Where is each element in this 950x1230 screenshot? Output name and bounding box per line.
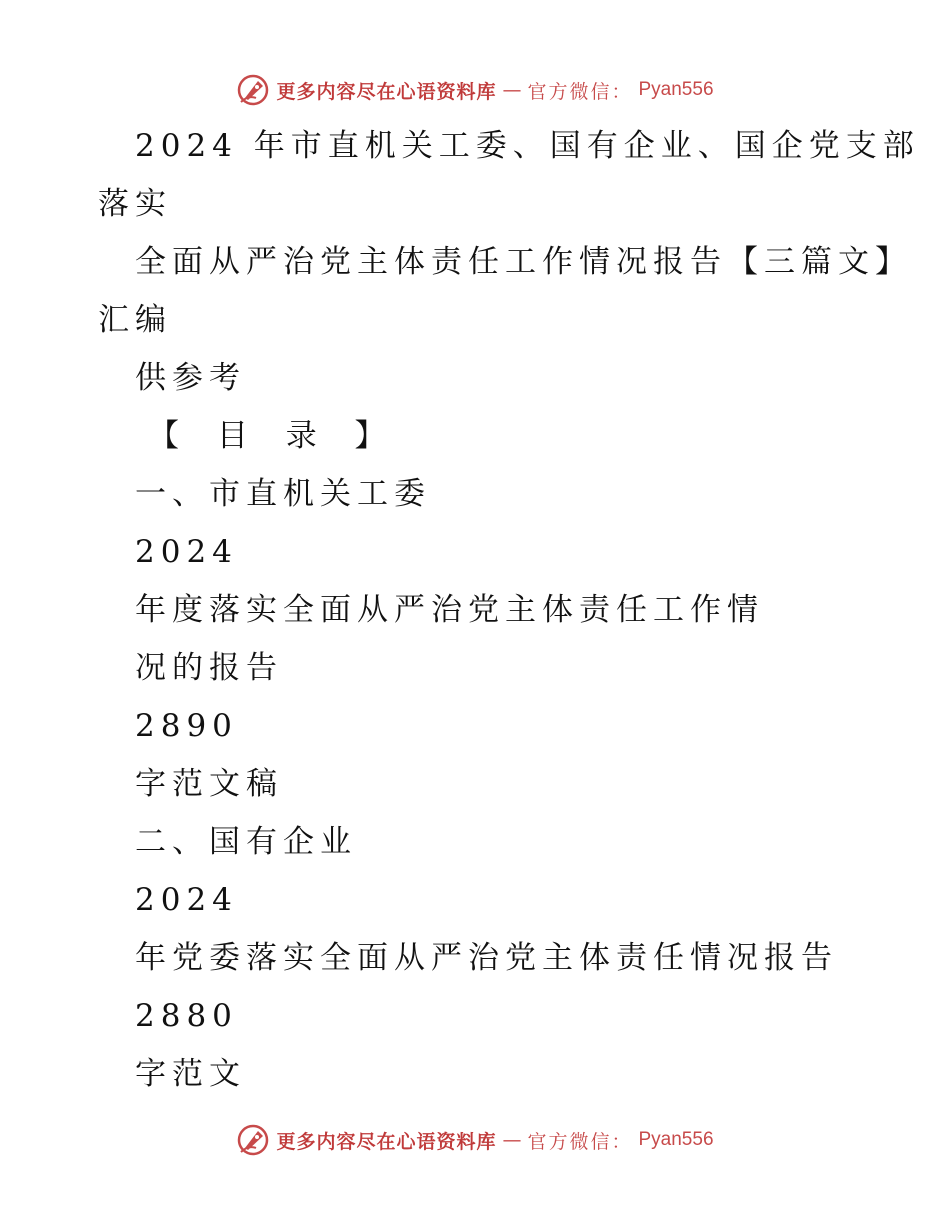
toc-item: 字范文稿 [135, 766, 283, 802]
toc-item: 年度落实全面从严治党主体责任工作情 [135, 592, 764, 628]
title-line-2: 全面从严治党主体责任工作情况报告【三篇文】 [135, 244, 912, 280]
title-line-1: 2024 年市直机关工委、国有企业、国企党支部 [135, 128, 920, 164]
toc-heading: 【 目 录 】 [148, 418, 400, 454]
header-watermark [0, 70, 950, 110]
title-line-2-continued: 汇编 [98, 302, 172, 338]
watermark-label: 官方微信： [527, 80, 633, 103]
toc-item: 二、国有企业 [135, 824, 357, 860]
toc-item: 2024 [135, 882, 238, 918]
pen-nib-logo-icon [236, 1123, 270, 1157]
toc-item: 一、市直机关工委 [135, 476, 431, 512]
watermark-label: 官方微信： [527, 1130, 633, 1153]
watermark-wechat-id: Pyan556 [638, 79, 714, 100]
watermark-brand: 更多内容尽在心语资料库 [276, 1130, 497, 1153]
watermark-brand: 更多内容尽在心语资料库 [276, 80, 497, 103]
toc-item: 况的报告 [135, 650, 283, 686]
toc-item: 字范文 [135, 1056, 246, 1092]
toc-item: 2024 [135, 534, 238, 570]
reference-note: 供参考 [135, 360, 246, 396]
watermark-dash: — [502, 79, 522, 101]
toc-item: 2890 [135, 708, 238, 744]
watermark-wechat-id: Pyan556 [638, 1129, 714, 1150]
toc-item: 年党委落实全面从严治党主体责任情况报告 [135, 940, 838, 976]
toc-item: 2880 [135, 998, 238, 1034]
footer-watermark [0, 1120, 950, 1160]
watermark-dash: — [502, 1129, 522, 1151]
pen-nib-logo-icon [236, 73, 270, 107]
title-line-1-continued: 落实 [98, 186, 172, 222]
